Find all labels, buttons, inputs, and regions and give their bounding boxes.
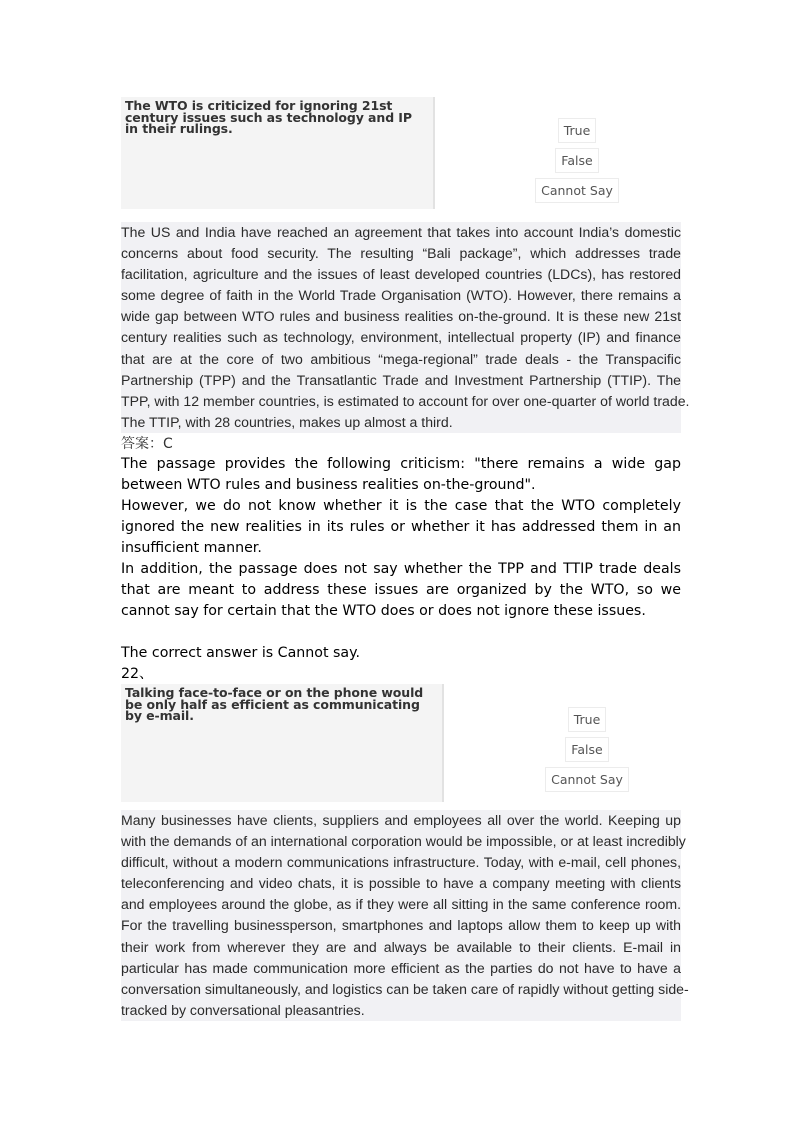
correct-answer-text: The correct answer is Cannot say. [121,645,360,661]
passage-line: difficult, without a modern communications infrastructure. Today, with e-mail, cell phones, [121,852,681,873]
answer-label: 答案：C [121,436,173,452]
passage-line: TPP, with 12 member countries, is estimated to account for over one-quarter of world trade. [121,391,681,412]
question-2-block [121,684,681,802]
passage-line: and employees around the globe, as if they were all sitting in the same conference room. [121,894,681,915]
divider [442,684,444,802]
passage-line: some degree of faith in the World Trade Organisation (WTO). However, there remains a [121,285,681,306]
passage-line: tracked by conversational pleasantries. [121,1000,681,1021]
question-number: 22、 [121,666,154,682]
spacer [121,622,681,643]
option-false-button[interactable]: False [555,148,598,173]
question-2-statement-panel [121,684,442,802]
passage-line: century realities such as technology, environment, intellectual property (IP) and finance [121,327,681,348]
question-2-options [545,707,629,797]
explanation-paragraph-2: However, we do not know whether it is the case that the WTO completely ignored the new realities in its rules or whether it has addressed them in an insufficient manner. [121,498,681,556]
passage-line: The TTIP, with 28 countries, makes up almost a third. [121,412,681,433]
explanation [121,454,681,685]
option-cannot-say-button[interactable]: Cannot Say [535,178,619,203]
passage-line: with the demands of an international corporation would be impossible, or at least incredibly [121,831,681,852]
option-true-button[interactable]: True [568,707,607,732]
passage-line: The US and India have reached an agreement that takes into account India’s domestic [121,222,681,243]
question-1-block [121,97,681,209]
question-2-statement: Talking face-to-face or on the phone would be only half as efficient as communicating by e-mail. [125,685,424,723]
passage-line: For the travelling businessperson, smartphones and laptops allow them to keep up with [121,915,681,936]
passage-line: conversation simultaneously, and logistics can be taken care of rapidly without getting side- [121,979,681,1000]
divider [433,97,435,209]
passage-line: that are at the core of two ambitious “mega-regional” trade deals - the Transpacific [121,349,681,370]
explanation-paragraph-1: The passage provides the following criticism: "there remains a wide gap between WTO rules and business realities on-the-ground". [121,456,681,493]
passage-line: Partnership (TPP) and the Transatlantic Trade and Investment Partnership (TTIP). The [121,370,681,391]
passage-1 [121,222,690,433]
question-1-statement: The WTO is criticized for ignoring 21st century issues such as technology and IP in their rulings. [125,98,412,136]
passage-line: concerns about food security. The resulting “Bali package”, which addresses trade [121,243,681,264]
passage-line: wide gap between WTO rules and business realities on-the-ground. It is these new 21st [121,306,681,327]
passage-line: teleconferencing and video chats, it is possible to have a company meeting with clients [121,873,681,894]
question-1-options [535,118,619,208]
passage-2 [121,810,689,1021]
passage-line: Many businesses have clients, suppliers and employees all over the world. Keeping up [121,810,681,831]
passage-line: particular has made communication more efficient as the parties do not have to have a [121,958,681,979]
explanation-paragraph-3: In addition, the passage does not say whether the TPP and TTIP trade deals that are meant to address these issues are organized by the WTO, so we cannot say for certain that the WTO does or does not ignore these issues. [121,561,681,619]
option-cannot-say-button[interactable]: Cannot Say [545,767,629,792]
question-1-statement-panel [121,97,433,209]
option-false-button[interactable]: False [565,737,608,762]
passage-line: their work from wherever they are and always be available to their clients. E-mail in [121,937,681,958]
passage-line: facilitation, agriculture and the issues of least developed countries (LDCs), has restored [121,264,681,285]
option-true-button[interactable]: True [558,118,597,143]
